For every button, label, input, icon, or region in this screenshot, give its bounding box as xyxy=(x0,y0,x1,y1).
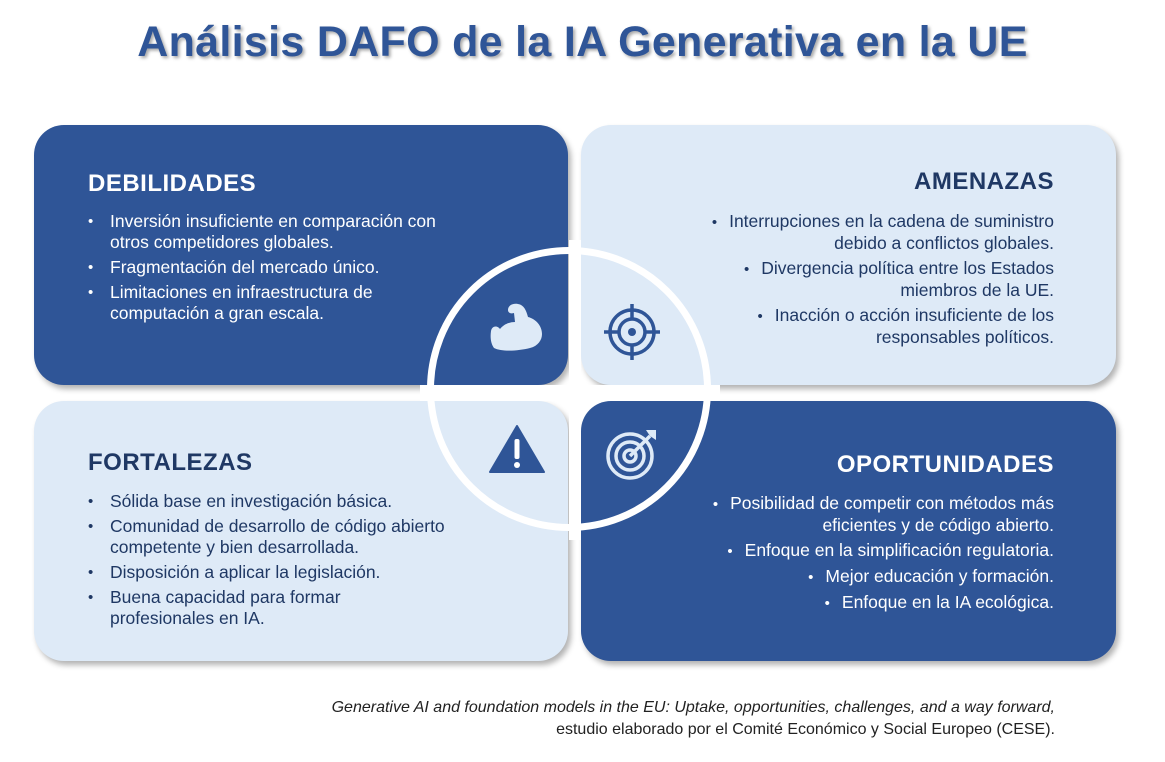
source-line-2: estudio elaborado por el Comité Económico y Social Europeo (CESE). xyxy=(556,721,1055,738)
quadrant-title: FORTALEZAS xyxy=(88,449,253,476)
source-line-1: Generative AI and foundation models in the EU: Uptake, opportunities, challenges, and a way forward, xyxy=(331,699,1055,716)
list-item: • Enfoque en la IA ecológica. xyxy=(824,592,1054,612)
source-citation xyxy=(332,697,1055,741)
bullseye-arrow-icon xyxy=(604,426,660,482)
list-item: • Inacción o acción insuficiente de los responsables políticos. xyxy=(757,305,1054,347)
item-list xyxy=(88,211,448,328)
list-item: • Divergencia política entre los Estados miembros de la UE. xyxy=(743,258,1054,300)
list-item: • Enfoque en la simplificación regulatoria. xyxy=(727,540,1054,560)
list-item: • Inversión insuficiente en comparación con otros competidores globales. xyxy=(88,211,448,253)
list-item: • Fragmentación del mercado único. xyxy=(88,257,448,278)
flexed-arm-icon xyxy=(488,298,544,358)
crosshair-target-icon xyxy=(602,302,662,362)
list-item: • Interrupciones en la cadena de suministro debido a conflictos globales. xyxy=(711,211,1054,253)
list-item: • Limitaciones en infraestructura de computación a gran escala. xyxy=(88,282,448,324)
item-list xyxy=(694,211,1054,352)
quadrant-title: OPORTUNIDADES xyxy=(836,451,1054,478)
center-ring xyxy=(427,247,711,531)
list-item: • Disposición a aplicar la legislación. xyxy=(88,562,448,583)
list-item: • Posibilidad de competir con métodos más eficientes y de código abierto. xyxy=(712,493,1054,535)
list-item: • Buena capacidad para formar profesionales en IA. xyxy=(88,587,448,629)
item-list xyxy=(674,493,1054,618)
list-item: • Comunidad de desarrollo de código abierto competente y bien desarrollada. xyxy=(88,516,448,558)
page-title: Análisis DAFO de la IA Generativa en la UE xyxy=(137,18,1028,66)
warning-triangle-icon xyxy=(488,424,546,474)
item-list xyxy=(88,491,448,633)
list-item: • Sólida base en investigación básica. xyxy=(88,491,448,512)
quadrant-title: AMENAZAS xyxy=(914,168,1054,195)
list-item: • Mejor educación y formación. xyxy=(808,566,1054,586)
quadrant-title: DEBILIDADES xyxy=(88,170,257,197)
